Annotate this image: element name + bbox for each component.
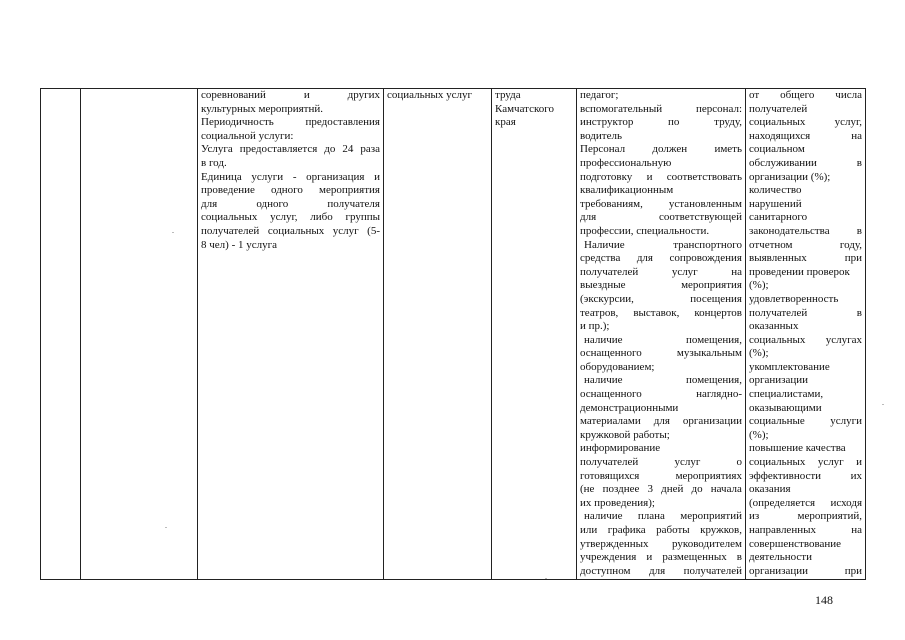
text-line: организации: [749, 374, 809, 387]
text-line: количество: [749, 184, 802, 197]
text-line: находящихся на: [749, 129, 862, 142]
text-line: театров, выставок, концертов: [580, 306, 742, 319]
text-line: из мероприятий,: [749, 510, 862, 523]
text-line: кружковой работы;: [580, 428, 670, 441]
text-line: (не позднее 3 дней до начала: [580, 483, 742, 496]
text-line: доступном для получателей: [580, 564, 742, 577]
text-line: обслуживании в: [749, 156, 862, 169]
text-line: оказания: [749, 483, 791, 496]
text-line: выездные мероприятия: [580, 279, 742, 292]
text-line: отчетном году,: [749, 238, 862, 251]
text-line: получателей услуг на: [580, 265, 742, 278]
text-line: квалификационным: [580, 184, 674, 197]
text-line: проведение одного мероприятия: [201, 184, 380, 197]
text-line: оснащенного музыкальным: [580, 347, 742, 360]
text-line: выявленных при: [749, 252, 862, 265]
text-line: (%);: [749, 279, 769, 292]
text-line: деятельности: [749, 551, 812, 564]
text-line: организации (%);: [749, 170, 831, 183]
service-name-cell: [81, 89, 198, 580]
text-line: подготовку и соответствовать: [580, 170, 742, 183]
text-line: (определяется исходя: [749, 496, 862, 509]
text-line: или графика работы кружков,: [580, 524, 742, 536]
text-line: проведении проверок: [749, 265, 850, 278]
text-line: организации при: [749, 564, 862, 577]
number-cell: [41, 89, 81, 580]
text-line: получателей: [749, 102, 808, 115]
text-line: края: [495, 116, 516, 129]
text-line: для одного получателя: [201, 197, 380, 210]
text-line: материалами для организации: [580, 415, 742, 428]
text-line: получателей в: [749, 306, 862, 319]
text-line: получателей социальных услуг (5-: [201, 224, 380, 237]
text-line: для соответствующей: [580, 211, 742, 224]
scan-speck: [882, 404, 884, 405]
text-line: социальные услуги: [749, 415, 862, 428]
text-line: оказанных: [749, 320, 799, 333]
text-line: Камчатского: [495, 102, 555, 115]
text-line: нарушений: [749, 197, 802, 210]
table-row: [41, 89, 866, 580]
scan-speck: [545, 578, 547, 579]
services-table: [40, 88, 866, 580]
text-line: совершенствование: [749, 537, 842, 550]
text-line: профессиональную: [580, 156, 672, 169]
text-line: средства для сопровождения: [580, 252, 742, 265]
text-line: (%);: [749, 347, 769, 360]
text-line: готовящихся мероприятиях: [580, 469, 742, 482]
text-line: наличие помещения,: [584, 333, 742, 346]
scan-speck: [165, 527, 167, 528]
text-line: социальных услуг, либо группы: [201, 211, 380, 224]
service-description-cell: [198, 89, 384, 580]
text-line: и пр.);: [580, 320, 610, 333]
text-line: эффективности их: [749, 469, 862, 482]
text-line: в год.: [201, 156, 227, 169]
text-line: получателей услуг о: [580, 456, 742, 469]
text-line: повышение качества: [749, 442, 846, 455]
text-line: укомплектование: [749, 360, 830, 373]
page-number: 148: [815, 593, 833, 607]
text-line: педагог;: [580, 89, 619, 101]
text-line: Персонал должен иметь: [580, 143, 742, 156]
text-line: наличие помещения,: [584, 374, 742, 387]
text-line: Услуга предоставляется до 24 раза: [201, 143, 380, 156]
text-line: соревнований и других: [201, 89, 380, 101]
text-line: социальных услуг: [387, 89, 473, 101]
quality-indicators-cell: [746, 89, 866, 580]
text-line: профессии, специальности.: [580, 224, 710, 237]
text-line: социальных услуг,: [749, 116, 862, 129]
legal-basis-cell: [492, 89, 577, 580]
text-line: культурных мероприятнй.: [201, 102, 323, 115]
text-line: инструктор по труду,: [580, 116, 742, 129]
text-line: Единица услуги - организация и: [201, 170, 380, 183]
text-line: информирование: [580, 442, 661, 455]
text-line: их проведения);: [580, 496, 655, 509]
text-line: оснащенного наглядно-: [580, 388, 742, 401]
text-line: социальном: [749, 143, 805, 156]
text-line: требованиям, установленным: [580, 197, 742, 210]
text-line: социальной услуги:: [201, 129, 294, 142]
text-line: Периодичность предоставления: [201, 116, 380, 129]
text-line: социальных услугах: [749, 333, 862, 346]
text-line: 8 чел) - 1 услуга: [201, 238, 277, 251]
text-line: удовлетворенность: [749, 292, 839, 305]
text-line: вспомогательный персонал:: [580, 102, 742, 115]
text-line: от общего числа: [749, 89, 862, 101]
text-line: наличие плана мероприятий: [584, 510, 742, 523]
text-line: законодательства в: [749, 224, 862, 237]
scan-speck: [172, 232, 174, 233]
text-line: социальных услуг и: [749, 456, 862, 469]
text-line: санитарного: [749, 211, 808, 224]
text-line: труда: [495, 89, 521, 101]
text-line: (экскурсии, посещения: [580, 292, 742, 305]
text-line: учреждения и размещенных в: [580, 551, 742, 564]
text-line: направленных на: [749, 524, 862, 536]
text-line: (%);: [749, 428, 769, 441]
text-line: водитель: [580, 129, 622, 142]
text-line: специалистами,: [749, 388, 824, 401]
text-line: демонстрационными: [580, 401, 679, 414]
text-line: Наличие транспортного: [584, 238, 742, 251]
text-line: оказывающими: [749, 401, 822, 414]
text-line: оборудованием;: [580, 360, 655, 373]
conditions-cell: [577, 89, 746, 580]
service-recipients-cell: [384, 89, 492, 580]
text-line: утвержденных руководителем: [580, 537, 742, 550]
